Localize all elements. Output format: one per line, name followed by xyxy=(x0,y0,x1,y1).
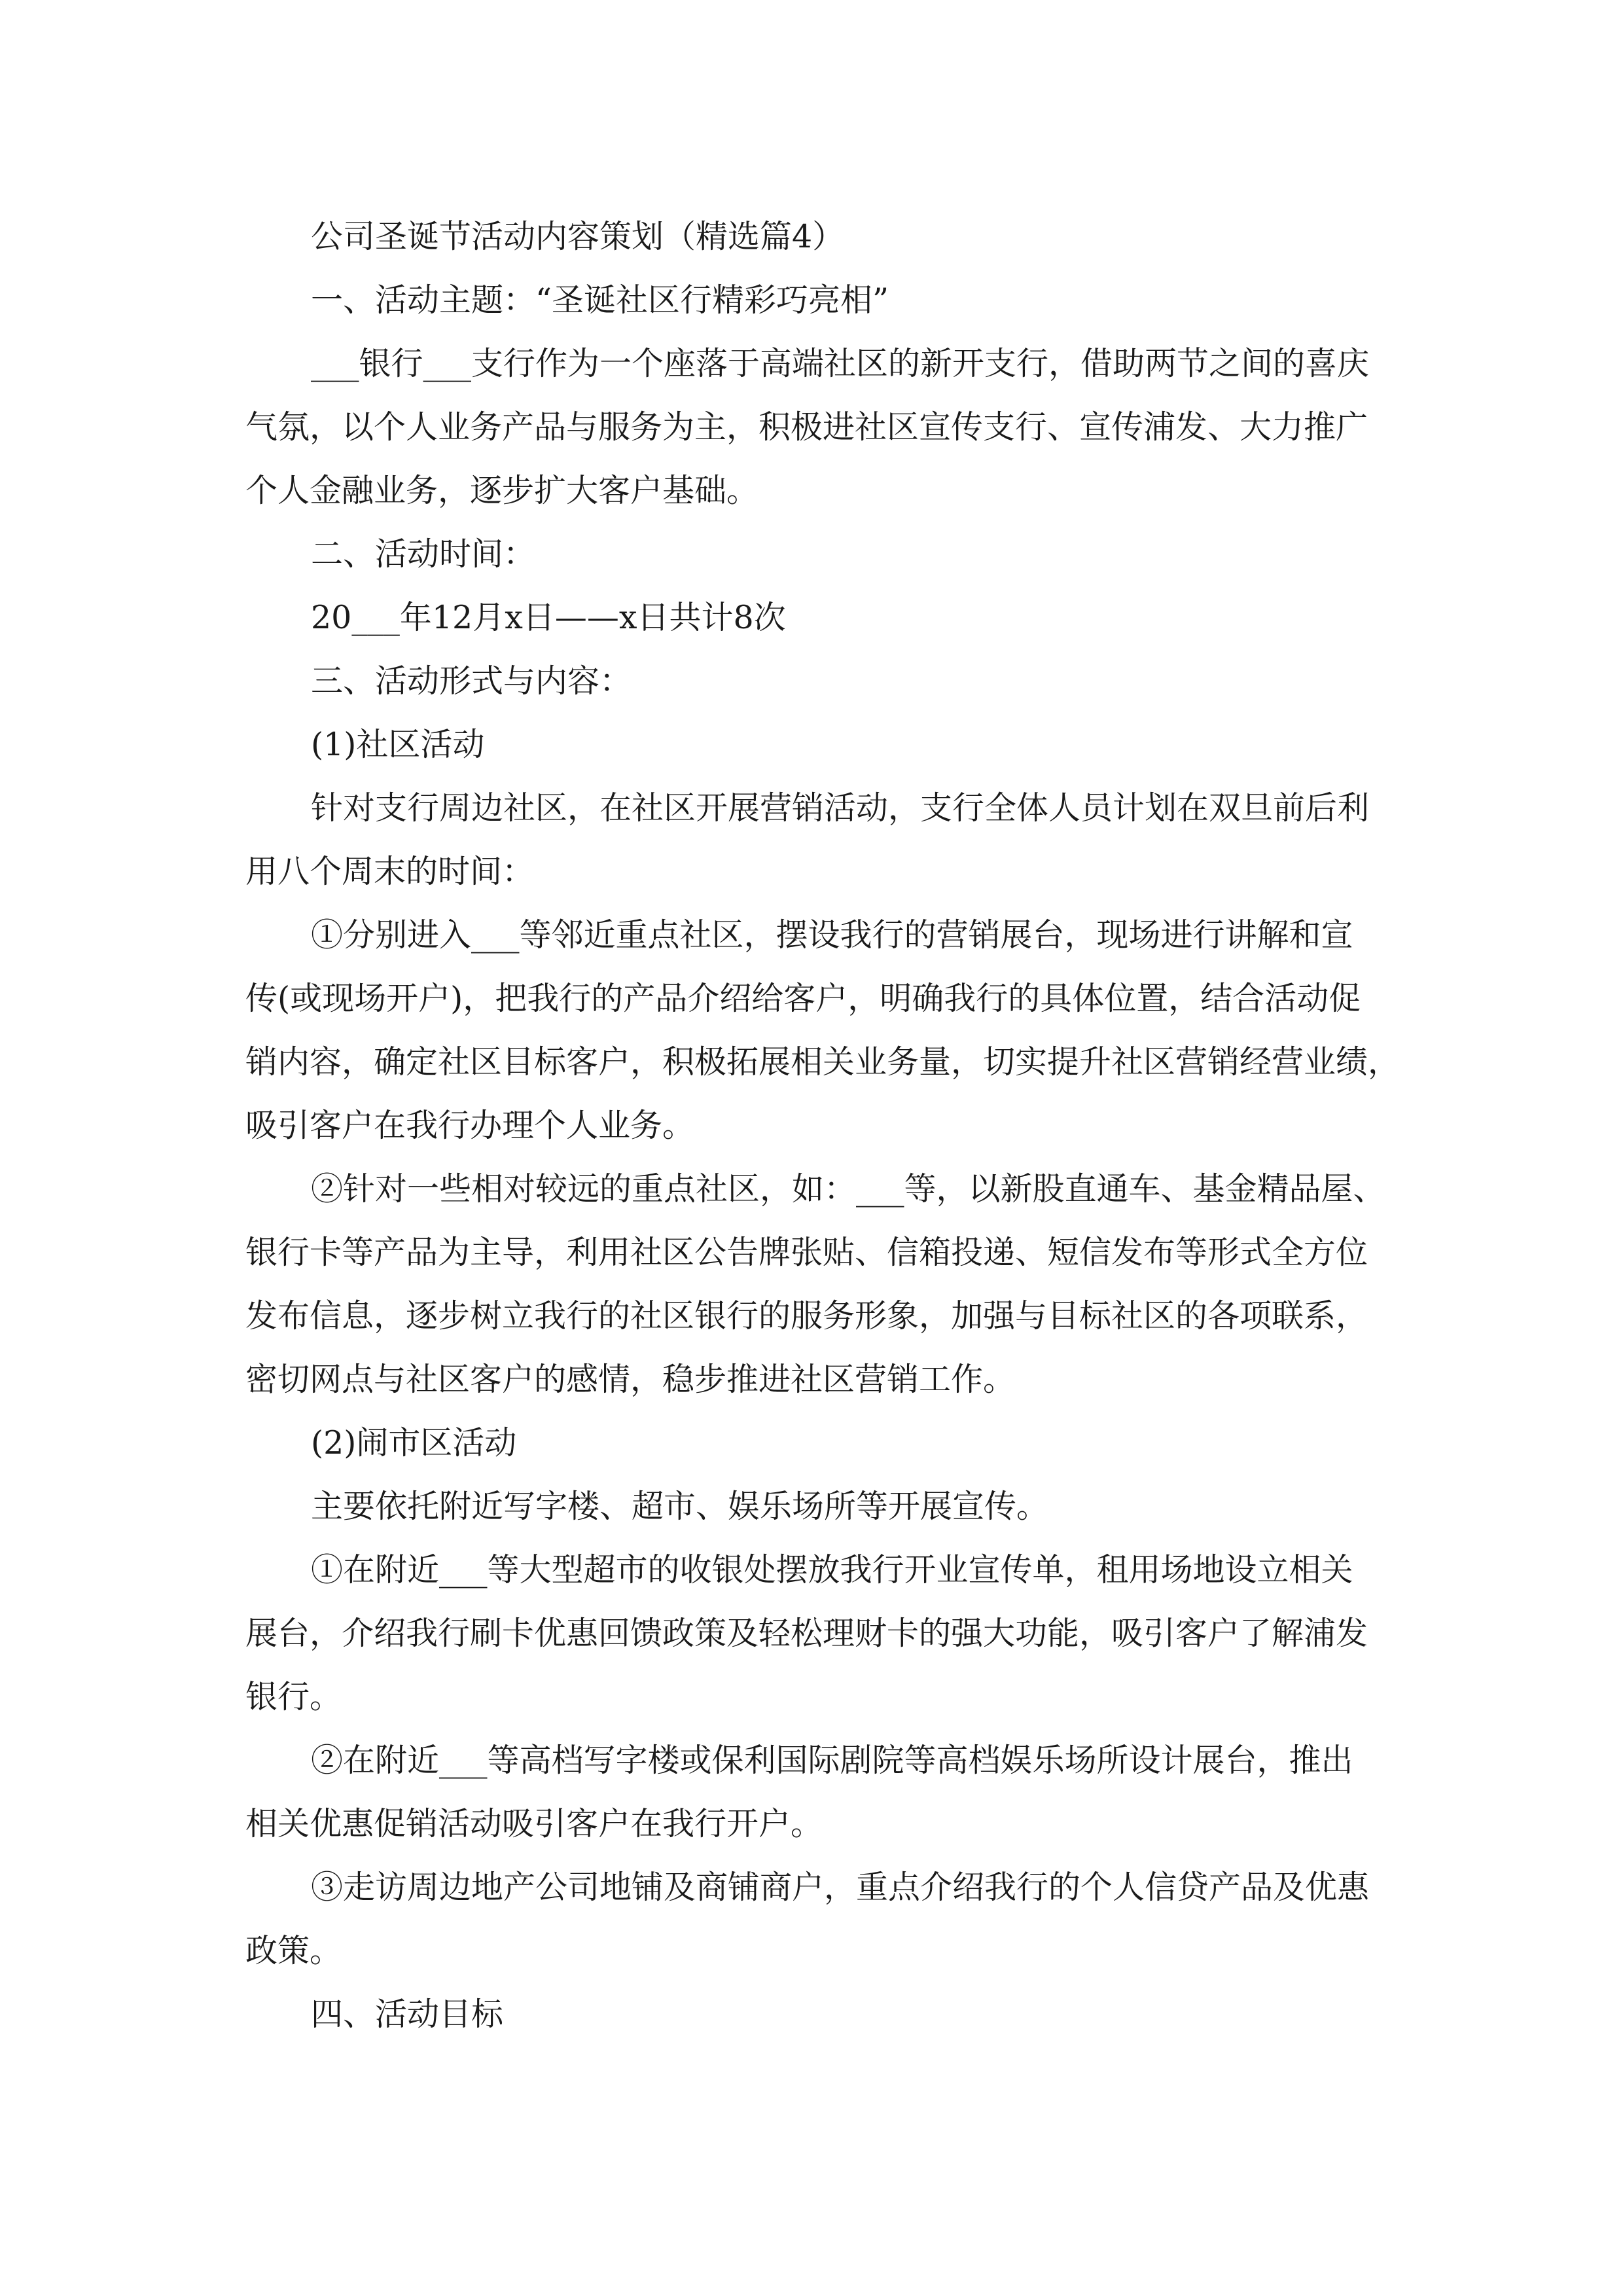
text-line: ①分别进入___等邻近重点社区，摆设我行的营销展台，现场进行讲解和宣 xyxy=(311,916,1353,954)
text-line: 银行卡等产品为主导，利用社区公告牌张贴、信箱投递、短信发布等形式全方位 xyxy=(245,1234,1368,1271)
text-line: ②针对一些相对较远的重点社区，如：___等，以新股直通车、基金精品屋、 xyxy=(311,1170,1385,1208)
text-line: ①在附近___等大型超市的收银处摆放我行开业宣传单，租用场地设立相关 xyxy=(311,1551,1353,1588)
text-line: 展台，介绍我行刷卡优惠回馈政策及轻松理财卡的强大功能，吸引客户了解浦发 xyxy=(245,1615,1368,1652)
text-line: 政策。 xyxy=(245,1932,342,1969)
text-line: 个人金融业务，逐步扩大客户基础。 xyxy=(245,472,759,509)
text-line: 四、活动目标 xyxy=(311,1996,504,2033)
text-line: 气氛，以个人业务产品与服务为主，积极进社区宣传支行、宣传浦发、大力推广 xyxy=(245,408,1368,446)
text-line: 20___年12月x日——x日共计8次 xyxy=(311,599,786,636)
text-line: (2)闹市区活动 xyxy=(311,1424,517,1462)
text-line: 密切网点与社区客户的感情，稳步推进社区营销工作。 xyxy=(245,1361,1016,1398)
text-line: 销内容，确定社区目标客户，积极拓展相关业务量，切实提升社区营销经营业绩， xyxy=(245,1043,1400,1081)
text-line: 发布信息，逐步树立我行的社区银行的服务形象，加强与目标社区的各项联系， xyxy=(245,1297,1368,1335)
text-line: 银行。 xyxy=(245,1678,342,1715)
text-line: 二、活动时间： xyxy=(311,535,536,573)
text-line: 相关优惠促销活动吸引客户在我行开户。 xyxy=(245,1805,823,1842)
text-line: ③走访周边地产公司地铺及商铺商户，重点介绍我行的个人信贷产品及优惠 xyxy=(311,1869,1370,1906)
text-line: 传(或现场开户)，把我行的产品介绍给客户，明确我行的具体位置，结合活动促 xyxy=(245,980,1361,1017)
document-body xyxy=(245,205,1400,2046)
text-line: 一、活动主题：“圣诞社区行精彩巧亮相” xyxy=(311,281,889,319)
text-line: ___银行___支行作为一个座落于高端社区的新开支行，借助两节之间的喜庆 xyxy=(311,345,1370,382)
text-line: (1)社区活动 xyxy=(311,726,485,763)
text-line: 公司圣诞节活动内容策划（精选篇4） xyxy=(311,218,845,255)
text-line: 三、活动形式与内容： xyxy=(311,662,632,700)
text-line: 主要依托附近写字楼、超市、娱乐场所等开展宣传。 xyxy=(311,1488,1049,1525)
text-line: 吸引客户在我行办理个人业务。 xyxy=(245,1107,695,1144)
text-line: ②在附近___等高档写字楼或保利国际剧院等高档娱乐场所设计展台，推出 xyxy=(311,1742,1353,1779)
text-line: 针对支行周边社区，在社区开展营销活动，支行全体人员计划在双旦前后利 xyxy=(311,789,1370,827)
text-line: 用八个周末的时间： xyxy=(245,853,535,890)
